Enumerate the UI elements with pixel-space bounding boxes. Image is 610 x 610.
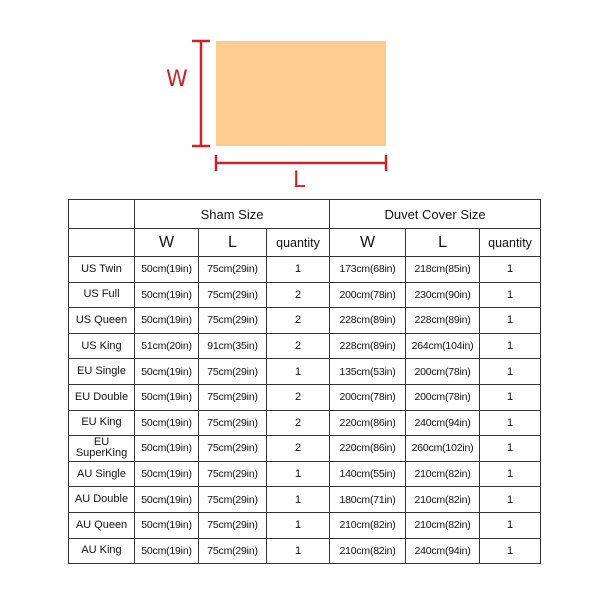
sham-length-cell: 75cm(29in) — [199, 257, 267, 283]
sham-quantity-cell: 1 — [267, 512, 330, 538]
duvet-width-cell: 220cm(86in) — [330, 436, 406, 462]
table-row — [69, 461, 541, 487]
sub-header-row — [69, 229, 541, 257]
sham-length-cell: 75cm(29in) — [199, 487, 267, 513]
size-name-cell: EU Single — [69, 359, 135, 385]
duvet-quantity-cell: 1 — [480, 461, 541, 487]
sham-quantity-header: quantity — [267, 229, 330, 257]
duvet-quantity-cell: 1 — [480, 308, 541, 334]
duvet-width-cell: 210cm(82in) — [330, 512, 406, 538]
duvet-length-cell: 210cm(82in) — [406, 512, 480, 538]
size-name-cell: AU King — [69, 538, 135, 564]
duvet-length-cell: 228cm(89in) — [406, 308, 480, 334]
table-row — [69, 308, 541, 334]
sham-length-cell: 75cm(29in) — [199, 461, 267, 487]
duvet-width-cell: 180cm(71in) — [330, 487, 406, 513]
duvet-length-cell: 240cm(94in) — [406, 538, 480, 564]
table-row — [69, 359, 541, 385]
sham-width-cell: 50cm(19in) — [135, 436, 199, 462]
size-table — [68, 199, 541, 564]
duvet-width-cell: 135cm(53in) — [330, 359, 406, 385]
sham-quantity-cell: 1 — [267, 461, 330, 487]
duvet-quantity-cell: 1 — [480, 436, 541, 462]
sham-width-cell: 50cm(19in) — [135, 487, 199, 513]
sham-length-cell: 75cm(29in) — [199, 308, 267, 334]
duvet-width-cell: 228cm(89in) — [330, 333, 406, 359]
duvet-length-cell: 240cm(94in) — [406, 410, 480, 436]
duvet-width-cell: 173cm(68in) — [330, 257, 406, 283]
sham-width-cell: 50cm(19in) — [135, 538, 199, 564]
sham-quantity-cell: 2 — [267, 410, 330, 436]
duvet-quantity-cell: 1 — [480, 410, 541, 436]
sham-width-cell: 50cm(19in) — [135, 461, 199, 487]
size-name-cell: US Queen — [69, 308, 135, 334]
sham-quantity-cell: 1 — [267, 538, 330, 564]
duvet-length-cell: 200cm(78in) — [406, 384, 480, 410]
duvet-quantity-cell: 1 — [480, 333, 541, 359]
duvet-width-cell: 220cm(86in) — [330, 410, 406, 436]
group-header-row — [69, 200, 541, 229]
duvet-width-cell: 200cm(78in) — [330, 282, 406, 308]
duvet-length-cell: 210cm(82in) — [406, 461, 480, 487]
duvet-width-cell: 210cm(82in) — [330, 538, 406, 564]
sham-length-cell: 75cm(29in) — [199, 410, 267, 436]
table-row — [69, 512, 541, 538]
sham-length-cell: 75cm(29in) — [199, 282, 267, 308]
sham-width-cell: 50cm(19in) — [135, 308, 199, 334]
corner-cell — [69, 200, 135, 229]
size-name-cell: US King — [69, 333, 135, 359]
duvet-width-cell: 228cm(89in) — [330, 308, 406, 334]
size-name-cell: AU Queen — [69, 512, 135, 538]
sham-length-cell: 75cm(29in) — [199, 359, 267, 385]
size-name-cell: EU King — [69, 410, 135, 436]
sham-width-cell: 50cm(19in) — [135, 282, 199, 308]
size-name-cell: EU Double — [69, 384, 135, 410]
size-name-cell: EU SuperKing — [69, 436, 135, 462]
table-row — [69, 436, 541, 462]
sham-length-cell: 91cm(35in) — [199, 333, 267, 359]
duvet-length-cell: 264cm(104in) — [406, 333, 480, 359]
sham-quantity-cell: 1 — [267, 487, 330, 513]
sham-length-cell: 75cm(29in) — [199, 384, 267, 410]
sham-width-cell: 50cm(19in) — [135, 384, 199, 410]
sham-quantity-cell: 2 — [267, 384, 330, 410]
table-row — [69, 410, 541, 436]
duvet-quantity-cell: 1 — [480, 257, 541, 283]
sham-size-header: Sham Size — [135, 200, 330, 229]
table-row — [69, 487, 541, 513]
duvet-length-cell: 210cm(82in) — [406, 487, 480, 513]
sham-length-cell: 75cm(29in) — [199, 538, 267, 564]
sham-quantity-cell: 2 — [267, 333, 330, 359]
duvet-width-header: W — [330, 229, 406, 257]
duvet-length-cell: 218cm(85in) — [406, 257, 480, 283]
sham-width-header: W — [135, 229, 199, 257]
table-row — [69, 333, 541, 359]
sham-quantity-cell: 1 — [267, 257, 330, 283]
duvet-width-cell: 140cm(55in) — [330, 461, 406, 487]
duvet-quantity-cell: 1 — [480, 487, 541, 513]
duvet-quantity-cell: 1 — [480, 512, 541, 538]
duvet-quantity-header: quantity — [480, 229, 541, 257]
sham-length-cell: 75cm(29in) — [199, 436, 267, 462]
sham-length-cell: 75cm(29in) — [199, 512, 267, 538]
table-row — [69, 257, 541, 283]
sham-quantity-cell: 1 — [267, 359, 330, 385]
sham-width-cell: 50cm(19in) — [135, 410, 199, 436]
duvet-length-cell: 260cm(102in) — [406, 436, 480, 462]
sham-width-cell: 50cm(19in) — [135, 512, 199, 538]
sham-width-cell: 50cm(19in) — [135, 359, 199, 385]
sham-quantity-cell: 2 — [267, 436, 330, 462]
duvet-quantity-cell: 1 — [480, 384, 541, 410]
duvet-quantity-cell: 1 — [480, 359, 541, 385]
table-row — [69, 384, 541, 410]
table-row — [69, 538, 541, 564]
duvet-length-header: L — [406, 229, 480, 257]
duvet-length-cell: 230cm(90in) — [406, 282, 480, 308]
corner-cell — [69, 229, 135, 257]
length-label: L — [293, 168, 306, 193]
duvet-cover-size-header: Duvet Cover Size — [330, 200, 541, 229]
table-body — [69, 257, 541, 564]
width-label: W — [166, 67, 188, 92]
sham-width-cell: 51cm(20in) — [135, 333, 199, 359]
size-name-cell: AU Double — [69, 487, 135, 513]
sham-quantity-cell: 2 — [267, 308, 330, 334]
duvet-quantity-cell: 1 — [480, 538, 541, 564]
duvet-width-cell: 200cm(78in) — [330, 384, 406, 410]
table-row — [69, 282, 541, 308]
size-name-cell: US Twin — [69, 257, 135, 283]
sham-quantity-cell: 2 — [267, 282, 330, 308]
sham-width-cell: 50cm(19in) — [135, 257, 199, 283]
size-name-cell: AU Single — [69, 461, 135, 487]
duvet-quantity-cell: 1 — [480, 282, 541, 308]
size-name-cell: US Full — [69, 282, 135, 308]
sham-length-header: L — [199, 229, 267, 257]
size-diagram — [0, 0, 610, 200]
duvet-length-cell: 200cm(78in) — [406, 359, 480, 385]
